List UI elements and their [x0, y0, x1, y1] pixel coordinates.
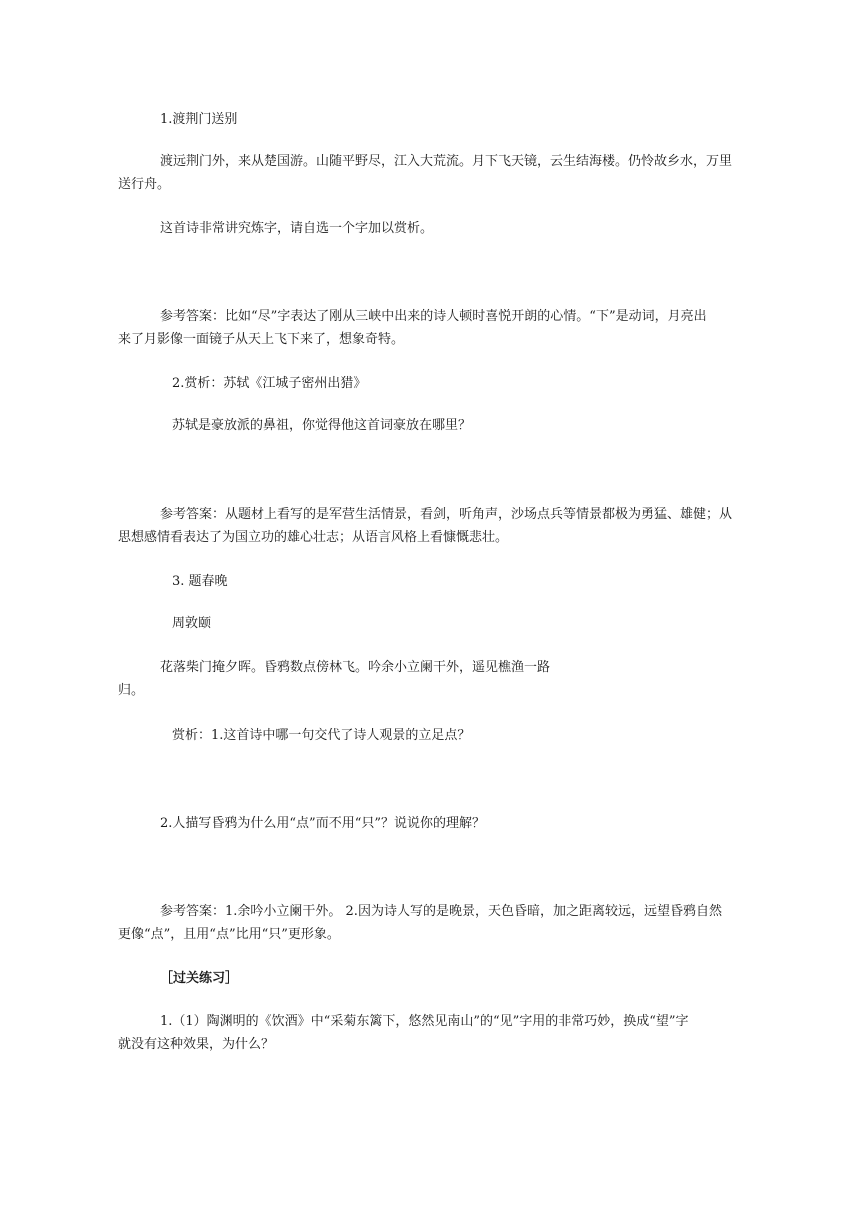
practice-question-1-line-2: 就没有这种效果，为什么？	[118, 1037, 275, 1052]
section-1-answer-line-1: 参考答案：比如“尽”字表达了刚从三峡中出来的诗人顿时喜悦开朗的心情。“下”是动词，月亮出	[160, 309, 707, 324]
section-3-question-1: 赏析：1.这首诗中哪一句交代了诗人观景的立足点？	[172, 728, 471, 743]
section-1-question: 这首诗非常讲究炼字，请自选一个字加以赏析。	[160, 221, 434, 236]
practice-question-1-line-1: 1.（1）陶渊明的《饮酒》中“采菊东篱下，悠然见南山”的“见”字用的非常巧妙，换成“望”字	[160, 1014, 689, 1029]
section-3-answer-line-1: 参考答案：1.余吟小立阑干外。 2.因为诗人写的是晚景，天色昏暗，加之距离较远，远望昏鸦自然	[160, 904, 722, 919]
section-1-title: 1.渡荆门送别	[160, 112, 238, 127]
section-1-poem-line-1: 渡远荆门外，来从楚国游。山随平野尽，江入大荒流。月下飞天镜，云生结海楼。仍怜故乡水，万里	[160, 154, 733, 169]
section-3-poem-line-1: 花落柴门掩夕晖。昏鸦数点傍林飞。吟余小立阑干外，遥见樵渔一路	[160, 660, 551, 675]
section-2-title: 2.赏析：苏轼《江城子密州出猎》	[172, 376, 367, 391]
section-3-answer-line-2: 更像“点”，且用“点”比用“只”更形象。	[118, 927, 340, 942]
practice-heading: ［过关练习］	[160, 971, 239, 986]
section-2-question: 苏轼是豪放派的鼻祖，你觉得他这首词豪放在哪里？	[172, 418, 472, 433]
section-3-title: 3. 题春晚	[172, 574, 228, 589]
section-3-question-2: 2.人描写昏鸦为什么用“点”而不用“只”？说说你的理解？	[160, 816, 485, 831]
section-3-poem-line-2: 归。	[118, 683, 145, 698]
section-3-author: 周敦颐	[172, 616, 212, 631]
section-1-poem-line-2: 送行舟。	[118, 177, 171, 192]
section-2-answer-line-2: 思想感情看表达了为国立功的雄心壮志；从语言风格上看慷慨悲壮。	[118, 530, 509, 545]
section-2-answer-line-1: 参考答案：从题材上看写的是军营生活情景，看剑，听角声，沙场点兵等情景都极为勇猛、雄健；从	[160, 507, 733, 522]
section-1-answer-line-2: 来了月影像一面镜子从天上飞下来了，想象奇特。	[118, 332, 405, 347]
